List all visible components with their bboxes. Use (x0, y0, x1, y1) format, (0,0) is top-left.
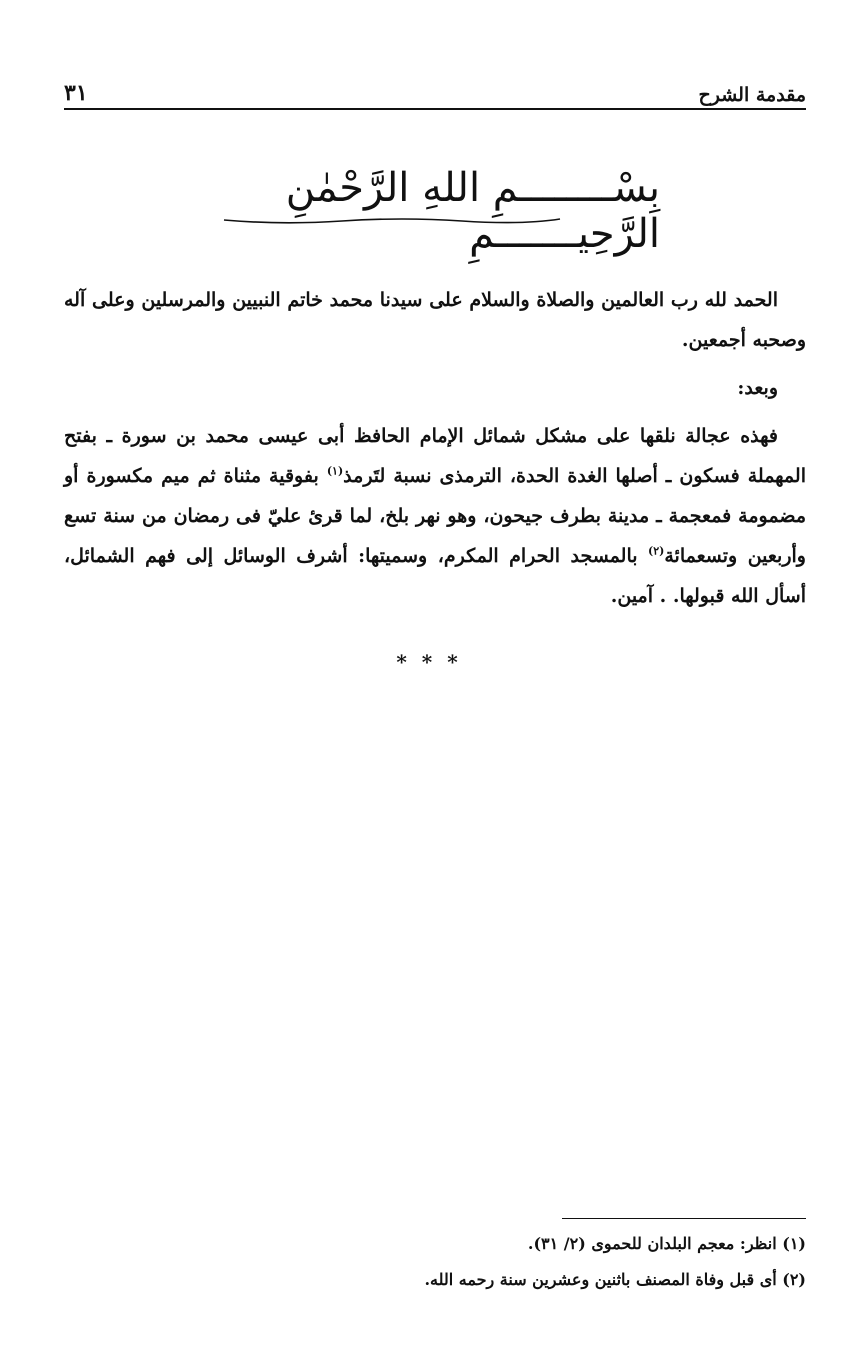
basmala-calligraphy: بِسْــــــــمِ اللهِ الرَّحْمٰنِ الرَّحِيـــــــمِ (285, 165, 660, 257)
main-paragraph (64, 416, 806, 616)
section-ornament: * * * (396, 650, 462, 674)
header-rule (64, 108, 806, 110)
footnote-1: (١) انظر: معجم البلدان للحموى (٢/ ٣١). (527, 1234, 806, 1253)
footnote-marker-2: (٢) (648, 544, 665, 558)
main-paragraph-part-3: بالمسجد الحرام المكرم، وسميتها: أشرف الوسائل إلى فهم الشمائل، أسأل الله قبولها. . آمين. (64, 545, 806, 607)
main-paragraph-part-2: بفوقية مثناة ثم ميم مكسورة أو مضمومة فمعجمة ـ مدينة بطرف جيحون، وهو نهر بلخ، لما قرئ عليّ فى رمضان من سنة تسع وأربعين وتسعمائة (64, 465, 806, 567)
basmala-flourish (222, 214, 562, 226)
section-heading: وبعد: (737, 377, 778, 399)
footnote-2: (٢) أى قبل وفاة المصنف باثنين وعشرين سنة رحمه الله. (424, 1270, 806, 1289)
footnote-marker-1: (١) (326, 464, 344, 478)
section-title: مقدمة الشرح (698, 84, 806, 106)
opening-paragraph: الحمد لله رب العالمين والصلاة والسلام على سيدنا محمد خاتم النبيين والمرسلين وعلى آله وصحبه أجمعين. (64, 289, 806, 351)
page-number: ٣١ (64, 80, 88, 106)
footnotes (64, 1226, 806, 1298)
body-text (64, 280, 806, 616)
main-paragraph-part-1: فهذه عجالة نلقها على مشكل شمائل الإمام الحافظ أبى عيسى محمد بن سورة ـ بفتح المهملة فسكون ـ أصلها الغدة الحدة، الترمذى نسبة لتَرمذ (64, 425, 806, 487)
footnote-rule (562, 1218, 806, 1219)
running-header (64, 76, 806, 106)
